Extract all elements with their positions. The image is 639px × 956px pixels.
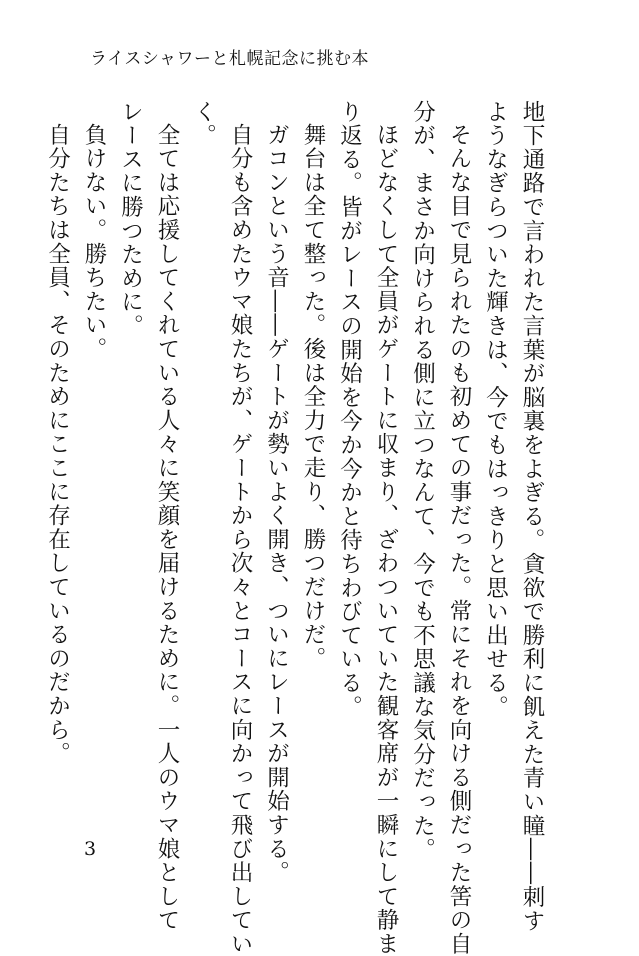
text-line-3: そんな目で見られたのも初めての事だった。常にそれを向ける側だった筈の自 <box>446 122 472 956</box>
text-line-13: 負けない。勝ちたい。 <box>81 122 107 361</box>
text-line-5: ほどなくして全員がゲートに収まり、ざわついていた観客席が一瞬にして静ま <box>373 122 399 956</box>
vertical-body-text <box>44 100 550 956</box>
text-line-6: り返る。皆がレースの開始を今か今かと待ちわびている。 <box>336 100 363 719</box>
text-line-12: レースに勝つために。 <box>117 100 144 338</box>
running-header-title: ライスシャワーと札幌記念に挑む本 <box>90 49 369 69</box>
text-line-7: 舞台は全て整った。後は全力で走り、勝つだけだ。 <box>300 122 326 670</box>
text-line-2: ようなぎらついた輝きは、今でもはっきりと思い出せる。 <box>482 100 509 719</box>
text-line-4: 分が、まさか向けられる側に立つなんて、今でも不思議な気分だった。 <box>409 100 436 862</box>
text-line-14: 自分たちは全員、そのためにここに存在しているのだから。 <box>44 122 71 766</box>
text-line-10: く。 <box>190 100 217 148</box>
text-line-8: ガコンという音――ゲートが勢いよく開き、ついにレースが開始する。 <box>263 122 290 885</box>
text-line-1: 地下通路で言われた言葉が脳裏をよぎる。貪欲で勝利に飢えた青い瞳――刺す <box>519 100 545 933</box>
text-line-9: 自分も含めたウマ娘たちが、ゲートから次々とコースに向かって飛び出してい <box>227 122 253 956</box>
page-number: 3 <box>84 838 97 860</box>
text-line-11: 全ては応援してくれている人々に笑顔を届けるために。一人のウマ娘として <box>154 122 180 932</box>
